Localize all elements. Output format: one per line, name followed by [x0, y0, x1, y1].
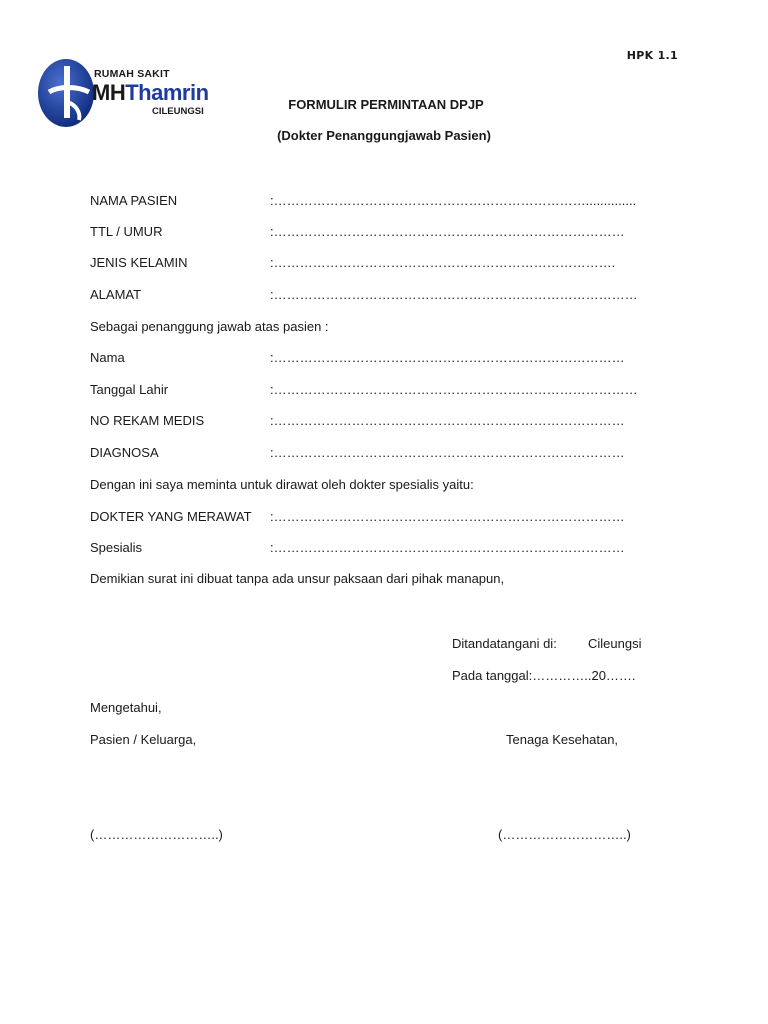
field-fill-line[interactable]: :……………………………………………………………….............. — [270, 193, 637, 208]
form-subtitle: (Dokter Penanggungjawab Pasien) — [277, 128, 491, 143]
request-intro: Dengan ini saya meminta untuk dirawat oleh dokter spesialis yaitu: — [90, 477, 474, 492]
date-line[interactable]: Pada tanggal:…………..20……. — [452, 668, 636, 683]
right-signer-label: Tenaga Kesehatan, — [506, 732, 619, 747]
field-label: NAMA PASIEN — [90, 193, 178, 208]
field-fill-line[interactable]: :……………………………………………………………………… — [270, 509, 625, 524]
field-fill-line[interactable]: :………………………………………………………………………… — [270, 382, 638, 397]
field-label: JENIS KELAMIN — [90, 255, 188, 270]
field-fill-line[interactable]: :……………………………………………………………………… — [270, 350, 625, 365]
field-label: NO REKAM MEDIS — [90, 413, 205, 428]
acknowledged-label: Mengetahui, — [90, 700, 162, 715]
hospital-logo — [37, 58, 217, 130]
logo-city: CILEUNGSI — [152, 106, 204, 117]
logo-rumah-sakit: RUMAH SAKIT — [94, 68, 170, 80]
guardian-intro: Sebagai penanggung jawab atas pasien : — [90, 319, 329, 334]
field-label: DOKTER YANG MERAWAT — [90, 509, 252, 524]
logo-thamrin: Thamrin — [125, 80, 209, 105]
field-fill-line[interactable]: :………………………………………………………………………… — [270, 287, 638, 302]
field-label: Spesialis — [90, 540, 143, 555]
document-code: HPK 1.1 — [626, 49, 678, 62]
signed-at-label: Ditandatangani di: — [452, 636, 557, 651]
field-label: DIAGNOSA — [90, 445, 159, 460]
signed-at-value: Cileungsi — [588, 636, 642, 651]
field-fill-line[interactable]: :……………………………………………………………………… — [270, 445, 625, 460]
field-label: Nama — [90, 350, 125, 365]
field-label: Tanggal Lahir — [90, 382, 169, 397]
right-signature-line[interactable]: (………………………..) — [498, 827, 631, 842]
left-signer-label: Pasien / Keluarga, — [90, 732, 197, 747]
field-fill-line[interactable]: :……………………………………………………………………… — [270, 224, 625, 239]
logo-mh: MH — [92, 80, 126, 105]
field-label: TTL / UMUR — [90, 224, 163, 239]
left-signature-line[interactable]: (………………………..) — [90, 827, 223, 842]
closing-statement: Demikian surat ini dibuat tanpa ada unsur paksaan dari pihak manapun, — [90, 571, 505, 586]
field-fill-line[interactable]: :……………………………………………………………………. — [270, 255, 616, 270]
field-fill-line[interactable]: :……………………………………………………………………… — [270, 413, 625, 428]
logo-emblem-icon — [37, 58, 95, 130]
field-label: ALAMAT — [90, 287, 142, 302]
field-fill-line[interactable]: :……………………………………………………………………… — [270, 540, 625, 555]
form-title: FORMULIR PERMINTAAN DPJP — [288, 97, 484, 112]
